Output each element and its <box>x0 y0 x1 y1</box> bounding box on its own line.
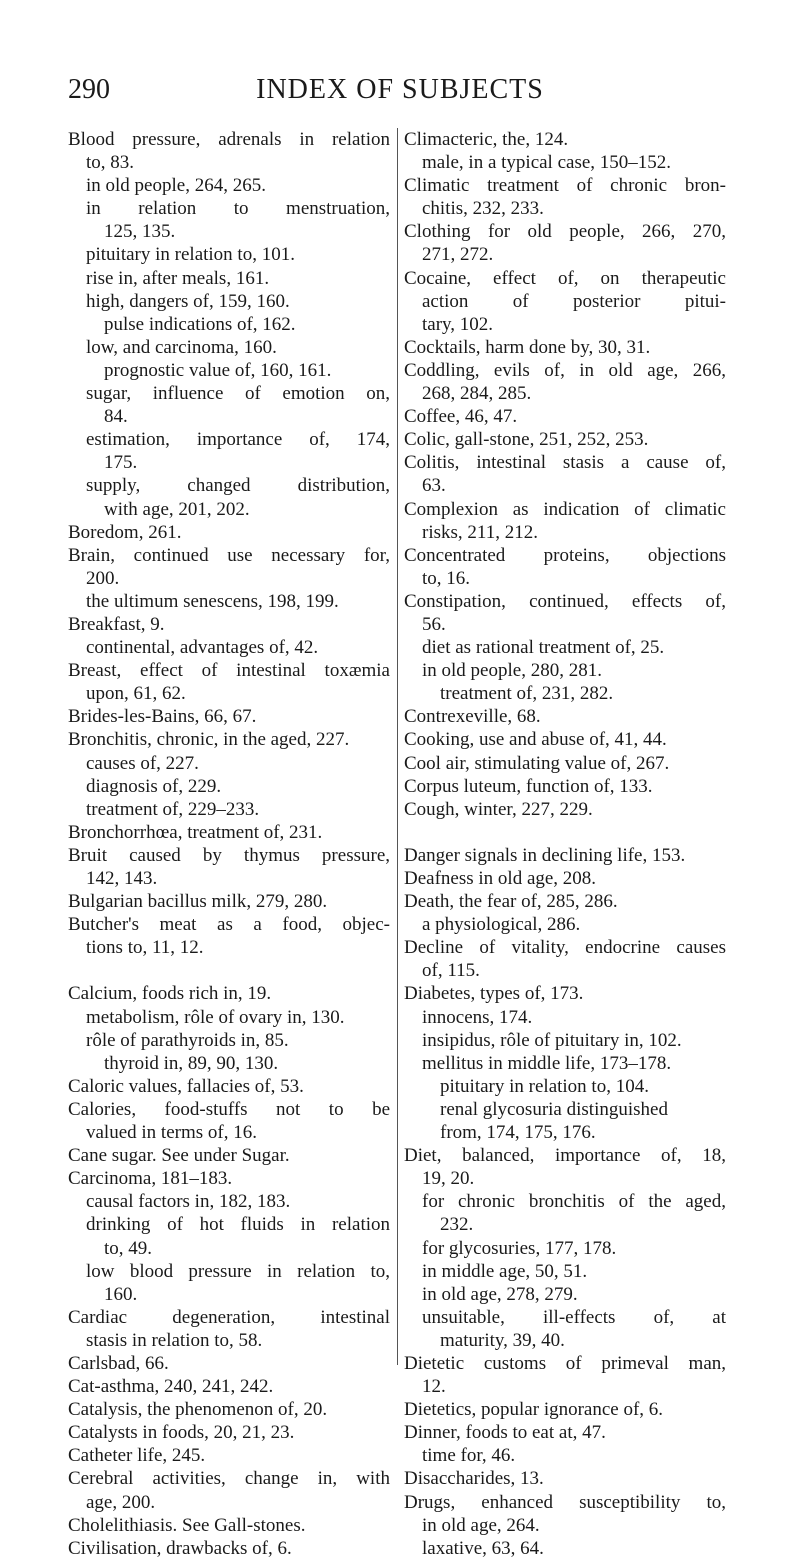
index-subentry: rôle of parathyroids in, 85. <box>86 1029 289 1051</box>
index-subentry: for glycosuries, 177, 178. <box>422 1237 617 1259</box>
index-subentry: male, in a typical case, 150–152. <box>422 152 672 174</box>
index-entry: Contrexeville, 68. <box>404 706 541 728</box>
index-subentry: 56. <box>422 613 446 635</box>
index-entry: Clothing for old people, 266, 270, <box>404 221 726 243</box>
index-entry: Cane sugar. See under Sugar. <box>68 1145 290 1167</box>
index-entry: Diet, balanced, importance of, 18, <box>404 1145 726 1167</box>
index-subentry: age, 200. <box>86 1491 156 1513</box>
index-subentry: laxative, 63, 64. <box>422 1537 544 1559</box>
index-subentry: valued in terms of, 16. <box>86 1122 257 1144</box>
index-entry: Cholelithiasis. See Gall-stones. <box>68 1514 306 1536</box>
index-subentry: prognostic value of, 160, 161. <box>104 359 332 381</box>
index-subentry: estimation, importance of, 174, <box>86 429 390 451</box>
index-entry: Boredom, 261. <box>68 521 182 543</box>
right-column <box>398 128 726 1560</box>
index-entry: Cardiac degeneration, intestinal <box>68 1306 390 1328</box>
index-subentry: diagnosis of, 229. <box>86 775 222 797</box>
index-entry: Complexion as indication of climatic <box>404 498 726 520</box>
index-entry: Carlsbad, 66. <box>68 1352 169 1374</box>
index-entry: Bulgarian bacillus milk, 279, 280. <box>68 891 328 913</box>
index-subentry: a physiological, 286. <box>422 914 581 936</box>
index-subentry: the ultimum senescens, 198, 199. <box>86 590 339 612</box>
index-entry: Brain, continued use necessary for, <box>68 544 390 566</box>
index-subentry: pituitary in relation to, 104. <box>440 1075 649 1097</box>
index-subentry: stasis in relation to, 58. <box>86 1329 263 1351</box>
index-subentry: continental, advantages of, 42. <box>86 637 319 659</box>
section-gap <box>404 821 726 844</box>
index-subentry: 232. <box>440 1214 474 1236</box>
index-entry: Dinner, foods to eat at, 47. <box>404 1422 606 1444</box>
index-entry: Concentrated proteins, objections <box>404 544 726 566</box>
index-subentry: from, 174, 175, 176. <box>440 1122 596 1144</box>
index-subentry: 271, 272. <box>422 244 494 266</box>
index-entry: Catalysts in foods, 20, 21, 23. <box>68 1422 295 1444</box>
index-subentry: 12. <box>422 1376 446 1398</box>
index-subentry: metabolism, rôle of ovary in, 130. <box>86 1006 345 1028</box>
running-title: INDEX OF SUBJECTS <box>256 74 544 105</box>
index-entry: Colitis, intestinal stasis a cause of, <box>404 452 726 474</box>
index-entry: Cool air, stimulating value of, 267. <box>404 752 670 774</box>
index-subentry: 19, 20. <box>422 1168 475 1190</box>
index-entry: Bronchitis, chronic, in the aged, 227. <box>68 729 350 751</box>
index-subentry: innocens, 174. <box>422 1006 533 1028</box>
index-entry: Breakfast, 9. <box>68 613 165 635</box>
index-subentry: mellitus in middle life, 173–178. <box>422 1052 672 1074</box>
index-subentry: 63. <box>422 475 446 497</box>
index-subentry: in relation to menstruation, <box>86 198 390 220</box>
index-subentry: high, dangers of, 159, 160. <box>86 290 290 312</box>
index-subentry: maturity, 39, 40. <box>440 1329 565 1351</box>
index-subentry: supply, changed distribution, <box>86 475 390 497</box>
column-divider <box>397 128 398 1365</box>
index-entry: Deafness in old age, 208. <box>404 868 597 889</box>
index-entry: Calories, food-stuffs not to be <box>68 1098 390 1120</box>
index-entry: Cat-asthma, 240, 241, 242. <box>68 1376 274 1398</box>
page-header <box>68 74 732 114</box>
index-entry: Corpus luteum, function of, 133. <box>404 775 653 797</box>
index-entry: Carcinoma, 181–183. <box>68 1168 233 1190</box>
index-entry: Calcium, foods rich in, 19. <box>68 983 272 1005</box>
index-subentry: rise in, after meals, 161. <box>86 267 270 289</box>
index-entry: Dietetics, popular ignorance of, 6. <box>404 1399 664 1421</box>
page-number: 290 <box>68 74 110 105</box>
index-subentry: action of posterior pitui- <box>422 290 726 312</box>
index-subentry: sugar, influence of emotion on, <box>86 383 390 405</box>
index-subentry: drinking of hot fluids in relation <box>86 1214 390 1236</box>
index-entry: Drugs, enhanced susceptibility to, <box>404 1491 726 1513</box>
index-subentry: 84. <box>104 406 128 428</box>
index-entry: Constipation, continued, effects of, <box>404 590 726 612</box>
index-subentry: treatment of, 231, 282. <box>440 683 614 705</box>
index-subentry: of, 115. <box>422 960 480 982</box>
index-entry: Cocktails, harm done by, 30, 31. <box>404 336 651 358</box>
index-entry: Cooking, use and abuse of, 41, 44. <box>404 729 667 751</box>
index-entry: Caloric values, fallacies of, 53. <box>68 1075 304 1097</box>
index-subentry: in old age, 278, 279. <box>422 1283 578 1305</box>
index-entry: Blood pressure, adrenals in relation <box>68 129 390 150</box>
index-subentry: time for, 46. <box>422 1445 516 1467</box>
index-entry: Cocaine, effect of, on therapeutic <box>404 267 726 289</box>
index-subentry: thyroid in, 89, 90, 130. <box>104 1052 279 1074</box>
index-subentry: insipidus, rôle of pituitary in, 102. <box>422 1029 682 1051</box>
index-subentry: tions to, 11, 12. <box>86 937 204 959</box>
index-entry: Death, the fear of, 285, 286. <box>404 891 618 913</box>
section-gap <box>68 959 390 982</box>
index-entry: Diabetes, types of, 173. <box>404 983 584 1005</box>
index-entry: Danger signals in declining life, 153. <box>404 844 686 866</box>
index-entry: Civilisation, drawbacks of, 6. <box>68 1537 292 1559</box>
index-entry: Catalysis, the phenomenon of, 20. <box>68 1399 328 1421</box>
index-entry: Decline of vitality, endocrine causes <box>404 937 726 959</box>
left-column <box>68 128 390 1560</box>
index-subentry: chitis, 232, 233. <box>422 198 544 220</box>
index-entry: Catheter life, 245. <box>68 1445 206 1467</box>
index-subentry: to, 83. <box>86 152 135 174</box>
index-entry: Cerebral activities, change in, with <box>68 1468 390 1490</box>
index-subentry: in old people, 264, 265. <box>86 175 266 197</box>
index-subentry: 200. <box>86 567 120 589</box>
index-entry: Coffee, 46, 47. <box>404 406 518 428</box>
index-subentry: pituitary in relation to, 101. <box>86 244 295 266</box>
index-entry: Disaccharides, 13. <box>404 1468 544 1490</box>
index-subentry: 125, 135. <box>104 221 176 243</box>
index-subentry: in middle age, 50, 51. <box>422 1260 588 1282</box>
index-entry: Climatic treatment of chronic bron- <box>404 175 726 197</box>
index-subentry: tary, 102. <box>422 313 494 335</box>
index-subentry: 175. <box>104 452 138 474</box>
index-entry: Bruit caused by thymus pressure, <box>68 844 390 866</box>
index-entry: Coddling, evils of, in old age, 266, <box>404 359 726 381</box>
index-entry: Climacteric, the, 124. <box>404 129 569 150</box>
index-subentry: 160. <box>104 1283 138 1305</box>
index-subentry: unsuitable, ill-effects of, at <box>422 1306 726 1328</box>
index-subentry: causes of, 227. <box>86 752 199 774</box>
index-subentry: pulse indications of, 162. <box>104 313 296 335</box>
index-subentry: with age, 201, 202. <box>104 498 250 520</box>
index-entry: Brides-les-Bains, 66, 67. <box>68 706 257 728</box>
index-subentry: treatment of, 229–233. <box>86 798 260 820</box>
index-entry: Colic, gall-stone, 251, 252, 253. <box>404 429 649 451</box>
index-entry: Cough, winter, 227, 229. <box>404 798 593 820</box>
index-subentry: upon, 61, 62. <box>86 683 186 705</box>
index-subentry: 268, 284, 285. <box>422 383 532 405</box>
index-subentry: 142, 143. <box>86 868 158 889</box>
index-subentry: renal glycosuria distinguished <box>440 1098 668 1120</box>
index-subentry: to, 49. <box>104 1237 153 1259</box>
index-subentry: in old people, 280, 281. <box>422 660 602 682</box>
index-subentry: for chronic bronchitis of the aged, <box>422 1191 726 1213</box>
index-entry: Bronchorrhœa, treatment of, 231. <box>68 821 323 843</box>
index-subentry: in old age, 264. <box>422 1514 540 1536</box>
index-entry: Butcher's meat as a food, objec- <box>68 914 390 936</box>
index-subentry: low blood pressure in relation to, <box>86 1260 390 1282</box>
index-subentry: diet as rational treatment of, 25. <box>422 637 665 659</box>
index-entry: Dietetic customs of primeval man, <box>404 1352 726 1374</box>
index-subentry: causal factors in, 182, 183. <box>86 1191 291 1213</box>
index-subentry: risks, 211, 212. <box>422 521 538 543</box>
index-subentry: low, and carcinoma, 160. <box>86 336 277 358</box>
index-subentry: to, 16. <box>422 567 471 589</box>
index-entry: Breast, effect of intestinal toxæmia <box>68 660 390 682</box>
